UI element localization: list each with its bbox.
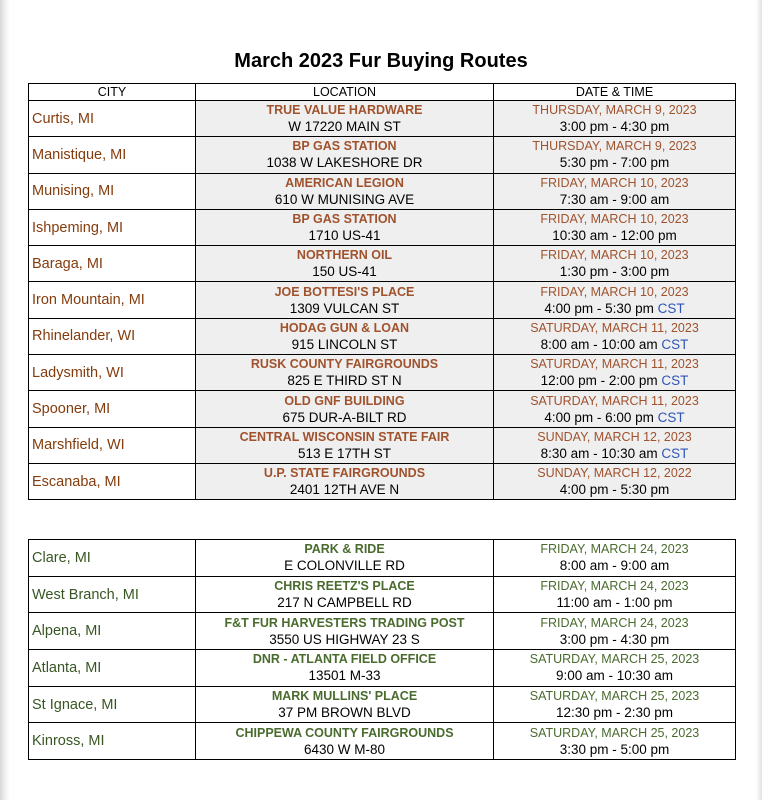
date-time-cell (494, 282, 736, 318)
date-time-cell (494, 173, 736, 209)
city-name: Baraga, MI (32, 255, 103, 272)
time (494, 154, 735, 171)
table-row (29, 101, 736, 137)
city-cell (29, 427, 196, 463)
city-cell (29, 576, 196, 613)
time-range: 8:00 am - 10:00 am (540, 336, 658, 352)
city-cell (29, 355, 196, 391)
city-name: Manistique, MI (32, 146, 127, 163)
time (494, 372, 735, 389)
location-address: 1038 W LAKESHORE DR (266, 155, 423, 171)
city-cell (29, 101, 196, 137)
date: FRIDAY, MARCH 10, 2023 (540, 248, 689, 263)
location-name: HODAG GUN & LOAN (279, 320, 410, 335)
time-range: 3:00 pm - 4:30 pm (559, 631, 670, 647)
date-time-cell (494, 391, 736, 427)
city-cell (29, 246, 196, 282)
location-name: CENTRAL WISCONSIN STATE FAIR (239, 429, 450, 444)
timezone: CST (653, 409, 685, 425)
header-location: LOCATION (196, 84, 494, 101)
date: SATURDAY, MARCH 11, 2023 (530, 393, 699, 408)
city-name: Kinross, MI (32, 733, 105, 750)
table-row (29, 137, 736, 173)
city-cell (29, 650, 196, 687)
date-time-cell (494, 137, 736, 173)
location-address: E COLONVILLE RD (284, 558, 405, 574)
time-range: 3:30 pm - 5:00 pm (559, 741, 670, 757)
location-name: TRUE VALUE HARDWARE (266, 103, 423, 118)
location-address: 610 W MUNISING AVE (274, 191, 415, 207)
time-range: 8:30 am - 10:30 am (540, 445, 658, 461)
location-name: BP GAS STATION (292, 139, 397, 154)
table-row (29, 540, 736, 577)
timezone: CST (657, 373, 689, 389)
location-cell (196, 137, 494, 173)
date-time-cell (494, 723, 736, 760)
location-name: CHIPPEWA COUNTY FAIRGROUNDS (235, 725, 454, 740)
city-cell (29, 318, 196, 354)
city-cell (29, 613, 196, 650)
city-name: Escanaba, MI (32, 473, 121, 490)
time (494, 263, 735, 280)
time-range: 10:30 am - 12:00 pm (552, 228, 677, 244)
city-name: St Ignace, MI (32, 696, 118, 713)
location-name: CHRIS REETZ'S PLACE (274, 579, 415, 594)
time (494, 631, 735, 648)
date: SUNDAY, MARCH 12, 2023 (537, 429, 692, 444)
time (494, 409, 735, 426)
table-row (29, 246, 736, 282)
location-address: 3550 US HIGHWAY 23 S (269, 631, 420, 647)
table-row (29, 355, 736, 391)
time-range: 4:00 pm - 6:00 pm (544, 409, 654, 425)
time (494, 336, 735, 353)
date-time-cell (494, 427, 736, 463)
routes-table-1 (28, 83, 736, 500)
location-cell (196, 318, 494, 354)
location-cell (196, 540, 494, 577)
date-time-cell (494, 318, 736, 354)
location-cell (196, 209, 494, 245)
location-address: W 17220 MAIN ST (288, 119, 401, 135)
date: SUNDAY, MARCH 12, 2022 (537, 466, 692, 481)
date: FRIDAY, MARCH 10, 2023 (540, 175, 689, 190)
header-city: CITY (29, 84, 196, 101)
location-cell (196, 463, 494, 499)
location-cell (196, 613, 494, 650)
table-row (29, 282, 736, 318)
location-name: F&T FUR HARVESTERS TRADING POST (224, 615, 465, 630)
city-cell (29, 137, 196, 173)
city-cell (29, 540, 196, 577)
city-cell (29, 723, 196, 760)
time (494, 704, 735, 721)
city-name: Clare, MI (32, 549, 91, 566)
location-cell (196, 246, 494, 282)
time-range: 12:30 pm - 2:30 pm (555, 705, 674, 721)
location-cell (196, 173, 494, 209)
date-time-cell (494, 540, 736, 577)
city-cell (29, 173, 196, 209)
time (494, 191, 735, 208)
city-name: Atlanta, MI (32, 659, 102, 676)
location-address: 150 US-41 (312, 264, 377, 280)
location-cell (196, 686, 494, 723)
time (494, 741, 735, 758)
location-address: 13501 M-33 (308, 668, 381, 684)
city-cell (29, 282, 196, 318)
city-cell (29, 686, 196, 723)
date: FRIDAY, MARCH 24, 2023 (540, 542, 689, 557)
table-row (29, 576, 736, 613)
location-address: 37 PM BROWN BLVD (278, 705, 411, 721)
time (494, 118, 735, 135)
location-cell (196, 723, 494, 760)
table-row (29, 173, 736, 209)
location-cell (196, 101, 494, 137)
time-range: 11:00 am - 1:00 pm (556, 595, 673, 611)
location-cell (196, 282, 494, 318)
date-time-cell (494, 463, 736, 499)
date: THURSDAY, MARCH 9, 2023 (532, 139, 697, 154)
page-title: March 2023 Fur Buying Routes (234, 50, 528, 72)
date: SATURDAY, MARCH 25, 2023 (529, 689, 700, 704)
city-name: Iron Mountain, MI (32, 292, 145, 309)
location-address: 513 E 17TH ST (297, 445, 392, 461)
date-time-cell (494, 209, 736, 245)
date-time-cell (494, 355, 736, 391)
city-name: West Branch, MI (32, 586, 139, 603)
city-name: Marshfield, WI (32, 437, 125, 454)
location-name: AMERICAN LEGION (285, 175, 404, 190)
table-row (29, 318, 736, 354)
time-range: 8:00 am - 9:00 am (559, 558, 670, 574)
date: FRIDAY, MARCH 10, 2023 (540, 212, 689, 227)
location-address: 675 DUR-A-BILT RD (282, 409, 407, 425)
date-time-cell (494, 576, 736, 613)
table-row (29, 463, 736, 499)
city-name: Curtis, MI (32, 110, 95, 127)
city-name: Ladysmith, WI (32, 364, 124, 381)
location-address: 915 LINCOLN ST (291, 336, 398, 352)
time (494, 227, 735, 244)
table-row (29, 209, 736, 245)
time-range: 9:00 am - 10:30 am (555, 668, 674, 684)
location-cell (196, 391, 494, 427)
header-date-time: DATE & TIME (494, 84, 736, 101)
time-range: 4:00 pm - 5:30 pm (559, 482, 670, 498)
timezone: CST (657, 445, 689, 461)
location-name: DNR - ATLANTA FIELD OFFICE (252, 652, 437, 667)
header-row (29, 84, 736, 101)
time-range: 5:30 pm - 7:00 pm (559, 155, 670, 171)
page-shadow-left (0, 0, 10, 800)
location-address: 825 E THIRD ST N (287, 373, 402, 389)
table-row (29, 650, 736, 687)
date: SATURDAY, MARCH 25, 2023 (529, 652, 700, 667)
time-range: 4:00 pm - 5:30 pm (544, 300, 654, 316)
date-time-cell (494, 650, 736, 687)
date: SATURDAY, MARCH 11, 2023 (530, 357, 699, 372)
city-cell (29, 209, 196, 245)
table-row (29, 723, 736, 760)
date: FRIDAY, MARCH 24, 2023 (540, 579, 689, 594)
date: SATURDAY, MARCH 25, 2023 (529, 725, 700, 740)
location-address: 1309 VULCAN ST (289, 300, 400, 316)
date-time-cell (494, 246, 736, 282)
location-cell (196, 576, 494, 613)
location-name: NORTHERN OIL (296, 248, 393, 263)
location-address: 2401 12TH AVE N (289, 482, 400, 498)
date: SATURDAY, MARCH 11, 2023 (530, 320, 699, 335)
date: FRIDAY, MARCH 10, 2023 (540, 284, 689, 299)
table-row (29, 686, 736, 723)
date-time-cell (494, 686, 736, 723)
city-cell (29, 463, 196, 499)
city-name: Ishpeming, MI (32, 219, 124, 236)
routes-table-2 (28, 539, 736, 760)
table-row (29, 391, 736, 427)
city-name: Spooner, MI (32, 401, 111, 418)
location-cell (196, 355, 494, 391)
city-name: Munising, MI (32, 183, 115, 200)
time (494, 594, 735, 611)
location-address: 6430 W M-80 (303, 741, 386, 757)
location-name: JOE BOTTESI'S PLACE (274, 284, 415, 299)
time-range: 12:00 pm - 2:00 pm (540, 373, 658, 389)
time (494, 667, 735, 684)
location-address: 1710 US-41 (308, 228, 381, 244)
location-name: PARK & RIDE (304, 542, 385, 557)
date-time-cell (494, 613, 736, 650)
location-cell (196, 427, 494, 463)
location-name: MARK MULLINS' PLACE (271, 689, 418, 704)
location-name: OLD GNF BUILDING (284, 393, 405, 408)
location-cell (196, 650, 494, 687)
location-name: RUSK COUNTY FAIRGROUNDS (250, 357, 439, 372)
time (494, 445, 735, 462)
time-range: 1:30 pm - 3:00 pm (559, 264, 670, 280)
page-shadow-right (756, 0, 762, 800)
date: FRIDAY, MARCH 24, 2023 (540, 615, 689, 630)
location-address: 217 N CAMPBELL RD (277, 595, 412, 611)
date-time-cell (494, 101, 736, 137)
date: THURSDAY, MARCH 9, 2023 (532, 103, 697, 118)
timezone: CST (653, 300, 685, 316)
city-name: Rhinelander, WI (32, 328, 136, 345)
time (494, 300, 735, 317)
city-name: Alpena, MI (32, 623, 102, 640)
location-name: U.P. STATE FAIRGROUNDS (263, 466, 426, 481)
time-range: 7:30 am - 9:00 am (559, 191, 670, 207)
table-row (29, 427, 736, 463)
time (494, 557, 735, 574)
table-row (29, 613, 736, 650)
timezone: CST (657, 336, 689, 352)
time (494, 481, 735, 498)
location-name: BP GAS STATION (292, 212, 397, 227)
time-range: 3:00 pm - 4:30 pm (559, 119, 670, 135)
city-cell (29, 391, 196, 427)
